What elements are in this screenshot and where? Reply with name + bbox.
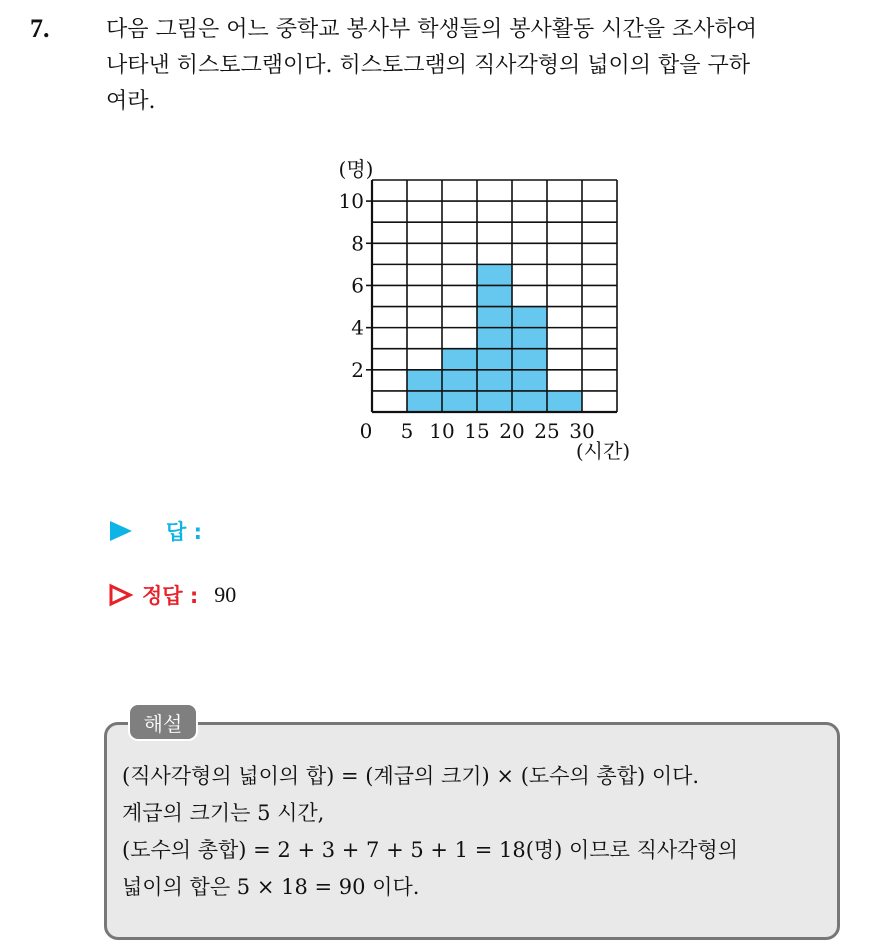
solution-line: (직사각형의 넓이의 합) = (계급의 크기) × (도수의 총합) 이다. [122,764,700,788]
solution-tag: 해설 [128,703,198,741]
question-line: 나타낸 히스토그램이다. 히스토그램의 직사각형의 넓이의 합을 구하 [106,53,751,78]
question-number: 7. [30,14,50,43]
question-line: 다음 그림은 어느 중학교 봉사부 학생들의 봉사활동 시간을 조사하여 [106,17,758,42]
solution-text [122,758,738,906]
x-tick-label: 10 [429,419,455,443]
histogram-bar [512,307,547,412]
y-tick-label: 2 [351,357,364,382]
y-tick-label: 8 [351,231,364,256]
question-line: 여라. [106,89,156,114]
x-axis-label: (시간) [575,439,631,463]
x-tick-label: 20 [499,419,525,443]
y-axis-label: (명) [338,157,374,181]
x-tick-label: 15 [464,419,490,443]
question-text [106,12,866,120]
histogram-bar [477,264,512,412]
solution-line: 넓이의 합은 5 × 18 = 90 이다. [122,875,420,899]
correct-answer-value: 90 [214,582,237,607]
correct-answer-label: 정답 : [142,584,199,608]
play-arrow-icon [108,519,134,543]
histogram-bar [442,349,477,412]
correct-answer-row [108,580,236,610]
x-tick-label: 25 [534,419,560,443]
x-tick-label: 30 [569,419,595,443]
y-tick-label: 6 [351,273,364,298]
answer-row [108,516,202,546]
x-tick-label: 5 [400,419,414,443]
answer-label: 답 : [166,520,202,544]
solution-line: 계급의 크기는 5 시간, [122,801,325,825]
x-tick-label: 0 [359,419,373,443]
outline-arrow-icon [108,583,134,607]
y-tick-label: 4 [351,315,364,340]
histogram-chart [320,150,660,470]
y-tick-label: 10 [338,189,364,214]
solution-line: (도수의 총합) = 2 + 3 + 7 + 5 + 1 = 18(명) 이므로 직사각형의 [122,838,739,862]
histogram-bar [547,391,582,412]
